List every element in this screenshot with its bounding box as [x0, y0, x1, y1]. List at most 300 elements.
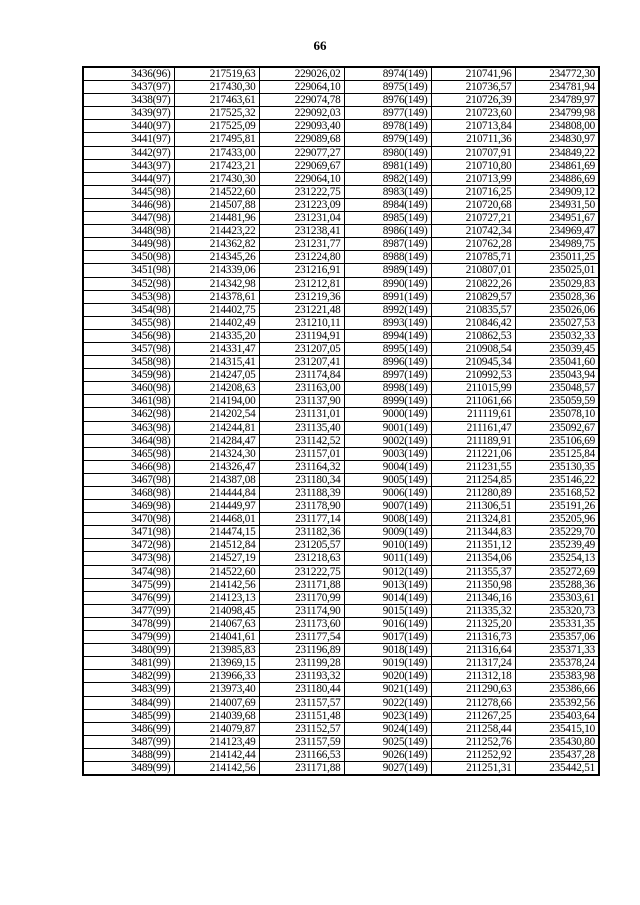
table-row	[83, 146, 599, 159]
cell-point-id-left: 3456(98)	[83, 329, 174, 342]
table-row	[83, 395, 599, 408]
cell-point-id-right: 9019(149)	[344, 657, 431, 670]
cell-y-left: 231193,32	[259, 670, 344, 683]
cell-x-left: 214142,56	[174, 578, 259, 591]
cell-x-right: 210741,96	[431, 67, 515, 81]
cell-x-right: 211161,47	[431, 421, 515, 434]
cell-point-id-left: 3442(97)	[83, 146, 174, 159]
cell-y-right: 234909,12	[515, 185, 599, 198]
cell-y-left: 231205,57	[259, 539, 344, 552]
cell-x-right: 211325,20	[431, 617, 515, 630]
cell-y-left: 229074,78	[259, 94, 344, 107]
cell-point-id-right: 9027(149)	[344, 761, 431, 775]
cell-point-id-left: 3459(98)	[83, 369, 174, 382]
table-row	[83, 735, 599, 748]
cell-point-id-right: 8980(149)	[344, 146, 431, 159]
cell-y-left: 231194,91	[259, 329, 344, 342]
cell-y-right: 235028,36	[515, 290, 599, 303]
cell-point-id-left: 3471(98)	[83, 526, 174, 539]
cell-point-id-left: 3475(99)	[83, 578, 174, 591]
cell-point-id-left: 3436(96)	[83, 67, 174, 81]
table-row	[83, 120, 599, 133]
cell-y-right: 235437,28	[515, 748, 599, 761]
cell-x-right: 211335,32	[431, 604, 515, 617]
cell-point-id-right: 9013(149)	[344, 578, 431, 591]
cell-x-right: 210711,36	[431, 133, 515, 146]
cell-y-right: 235320,73	[515, 604, 599, 617]
cell-x-left: 214512,84	[174, 539, 259, 552]
cell-x-right: 211254,85	[431, 473, 515, 486]
cell-y-right: 235239,49	[515, 539, 599, 552]
cell-y-left: 231223,09	[259, 198, 344, 211]
cell-y-right: 234951,67	[515, 212, 599, 225]
cell-x-right: 210846,42	[431, 316, 515, 329]
cell-y-left: 231199,28	[259, 657, 344, 670]
table-row	[83, 591, 599, 604]
cell-y-left: 231152,57	[259, 722, 344, 735]
cell-point-id-left: 3461(98)	[83, 395, 174, 408]
cell-x-left: 214039,68	[174, 709, 259, 722]
cell-point-id-right: 9012(149)	[344, 565, 431, 578]
cell-point-id-right: 8979(149)	[344, 133, 431, 146]
table-row	[83, 81, 599, 94]
cell-x-right: 210835,57	[431, 303, 515, 316]
cell-y-left: 231174,90	[259, 604, 344, 617]
cell-x-left: 214474,15	[174, 526, 259, 539]
cell-point-id-right: 9009(149)	[344, 526, 431, 539]
cell-y-right: 234989,75	[515, 238, 599, 251]
cell-y-right: 235168,52	[515, 487, 599, 500]
table-row	[83, 238, 599, 251]
cell-y-right: 235191,26	[515, 500, 599, 513]
cell-point-id-left: 3440(97)	[83, 120, 174, 133]
cell-x-right: 211355,37	[431, 565, 515, 578]
table-row	[83, 657, 599, 670]
cell-point-id-right: 9008(149)	[344, 513, 431, 526]
cell-y-left: 231221,48	[259, 303, 344, 316]
cell-x-left: 214522,60	[174, 185, 259, 198]
cell-y-left: 229064,10	[259, 172, 344, 185]
cell-x-left: 214202,54	[174, 408, 259, 421]
cell-x-right: 210713,84	[431, 120, 515, 133]
table-row	[83, 748, 599, 761]
cell-y-left: 231177,54	[259, 631, 344, 644]
cell-y-left: 231180,34	[259, 473, 344, 486]
cell-x-right: 211252,76	[431, 735, 515, 748]
cell-point-id-right: 9011(149)	[344, 552, 431, 565]
cell-point-id-left: 3445(98)	[83, 185, 174, 198]
cell-x-left: 214339,06	[174, 264, 259, 277]
cell-point-id-left: 3469(98)	[83, 500, 174, 513]
cell-y-right: 234772,30	[515, 67, 599, 81]
cell-point-id-right: 9026(149)	[344, 748, 431, 761]
cell-x-left: 214444,84	[174, 487, 259, 500]
cell-x-left: 214123,49	[174, 735, 259, 748]
cell-point-id-right: 9010(149)	[344, 539, 431, 552]
cell-point-id-left: 3454(98)	[83, 303, 174, 316]
cell-point-id-right: 8988(149)	[344, 251, 431, 264]
cell-point-id-right: 8985(149)	[344, 212, 431, 225]
cell-x-left: 214244,81	[174, 421, 259, 434]
cell-x-right: 211251,31	[431, 761, 515, 775]
cell-x-right: 210713,99	[431, 172, 515, 185]
cell-point-id-left: 3455(98)	[83, 316, 174, 329]
table-row	[83, 107, 599, 120]
cell-x-right: 210862,53	[431, 329, 515, 342]
cell-x-left: 214142,56	[174, 761, 259, 775]
cell-y-left: 231157,01	[259, 447, 344, 460]
cell-x-right: 210992,53	[431, 369, 515, 382]
cell-x-right: 211267,25	[431, 709, 515, 722]
cell-x-left: 214362,82	[174, 238, 259, 251]
cell-y-right: 235043,94	[515, 369, 599, 382]
cell-point-id-right: 9002(149)	[344, 434, 431, 447]
cell-point-id-right: 8986(149)	[344, 225, 431, 238]
cell-x-left: 217519,63	[174, 67, 259, 81]
cell-x-left: 214208,63	[174, 382, 259, 395]
cell-x-left: 213966,33	[174, 670, 259, 683]
cell-point-id-left: 3476(99)	[83, 591, 174, 604]
cell-point-id-right: 9004(149)	[344, 460, 431, 473]
cell-point-id-right: 9003(149)	[344, 447, 431, 460]
cell-y-right: 235106,69	[515, 434, 599, 447]
cell-x-left: 213973,40	[174, 683, 259, 696]
cell-x-left: 214507,88	[174, 198, 259, 211]
cell-x-right: 211258,44	[431, 722, 515, 735]
cell-point-id-left: 3488(99)	[83, 748, 174, 761]
cell-point-id-right: 8977(149)	[344, 107, 431, 120]
table-row	[83, 447, 599, 460]
cell-x-right: 211317,24	[431, 657, 515, 670]
cell-point-id-right: 8984(149)	[344, 198, 431, 211]
table-row	[83, 264, 599, 277]
cell-y-right: 235041,60	[515, 356, 599, 369]
cell-y-left: 229092,03	[259, 107, 344, 120]
cell-point-id-left: 3443(97)	[83, 159, 174, 172]
table-row	[83, 460, 599, 473]
cell-point-id-left: 3460(98)	[83, 382, 174, 395]
cell-y-right: 234808,00	[515, 120, 599, 133]
cell-x-left: 214423,22	[174, 225, 259, 238]
cell-y-right: 235430,80	[515, 735, 599, 748]
cell-point-id-right: 9024(149)	[344, 722, 431, 735]
cell-x-right: 211290,63	[431, 683, 515, 696]
cell-point-id-left: 3453(98)	[83, 290, 174, 303]
cell-y-right: 235029,83	[515, 277, 599, 290]
cell-y-left: 231207,05	[259, 342, 344, 355]
cell-x-left: 214315,41	[174, 356, 259, 369]
table-row	[83, 552, 599, 565]
cell-point-id-right: 9018(149)	[344, 644, 431, 657]
cell-x-right: 211350,98	[431, 578, 515, 591]
cell-y-left: 231137,90	[259, 395, 344, 408]
table-row	[83, 382, 599, 395]
table-row	[83, 159, 599, 172]
table-row	[83, 631, 599, 644]
cell-y-right: 235205,96	[515, 513, 599, 526]
cell-y-left: 231178,90	[259, 500, 344, 513]
table-row	[83, 316, 599, 329]
cell-point-id-right: 9001(149)	[344, 421, 431, 434]
table-row	[83, 565, 599, 578]
cell-y-left: 229069,67	[259, 159, 344, 172]
cell-x-right: 211324,81	[431, 513, 515, 526]
cell-x-right: 211351,12	[431, 539, 515, 552]
cell-point-id-left: 3463(98)	[83, 421, 174, 434]
cell-y-right: 235331,35	[515, 617, 599, 630]
cell-y-right: 235403,64	[515, 709, 599, 722]
cell-point-id-left: 3479(99)	[83, 631, 174, 644]
cell-y-right: 234861,69	[515, 159, 599, 172]
table-row	[83, 644, 599, 657]
cell-y-left: 231212,81	[259, 277, 344, 290]
cell-y-right: 235272,69	[515, 565, 599, 578]
cell-x-right: 210742,34	[431, 225, 515, 238]
cell-point-id-left: 3472(98)	[83, 539, 174, 552]
cell-y-left: 231210,11	[259, 316, 344, 329]
cell-point-id-right: 8982(149)	[344, 172, 431, 185]
cell-point-id-left: 3481(99)	[83, 657, 174, 670]
cell-point-id-right: 9015(149)	[344, 604, 431, 617]
cell-y-left: 229077,27	[259, 146, 344, 159]
cell-point-id-left: 3452(98)	[83, 277, 174, 290]
cell-x-right: 211278,66	[431, 696, 515, 709]
cell-x-left: 214284,47	[174, 434, 259, 447]
cell-x-left: 214098,45	[174, 604, 259, 617]
cell-x-left: 214247,05	[174, 369, 259, 382]
cell-y-left: 231163,00	[259, 382, 344, 395]
cell-point-id-left: 3441(97)	[83, 133, 174, 146]
cell-point-id-left: 3438(97)	[83, 94, 174, 107]
cell-x-left: 214468,01	[174, 513, 259, 526]
cell-y-left: 231207,41	[259, 356, 344, 369]
cell-y-left: 231196,89	[259, 644, 344, 657]
cell-point-id-right: 9000(149)	[344, 408, 431, 421]
cell-y-left: 231151,48	[259, 709, 344, 722]
cell-y-right: 235130,35	[515, 460, 599, 473]
cell-x-left: 217463,61	[174, 94, 259, 107]
cell-point-id-left: 3478(99)	[83, 617, 174, 630]
cell-x-right: 211354,06	[431, 552, 515, 565]
cell-point-id-right: 8976(149)	[344, 94, 431, 107]
cell-y-right: 235026,06	[515, 303, 599, 316]
cell-point-id-left: 3486(99)	[83, 722, 174, 735]
cell-point-id-right: 9014(149)	[344, 591, 431, 604]
cell-point-id-left: 3446(98)	[83, 198, 174, 211]
table-row	[83, 696, 599, 709]
cell-y-right: 235371,33	[515, 644, 599, 657]
cell-x-right: 210720,68	[431, 198, 515, 211]
cell-x-left: 214123,13	[174, 591, 259, 604]
cell-point-id-left: 3451(98)	[83, 264, 174, 277]
table-row	[83, 212, 599, 225]
cell-y-right: 235288,36	[515, 578, 599, 591]
table-row	[83, 539, 599, 552]
cell-x-left: 214079,87	[174, 722, 259, 735]
cell-x-left: 213985,83	[174, 644, 259, 657]
cell-y-right: 235303,61	[515, 591, 599, 604]
cell-x-left: 214331,47	[174, 342, 259, 355]
cell-x-left: 214527,19	[174, 552, 259, 565]
cell-y-left: 229093,40	[259, 120, 344, 133]
cell-point-id-right: 9016(149)	[344, 617, 431, 630]
cell-x-right: 211316,73	[431, 631, 515, 644]
cell-y-left: 231222,75	[259, 565, 344, 578]
table-row	[83, 683, 599, 696]
cell-y-left: 231166,53	[259, 748, 344, 761]
cell-y-left: 231188,39	[259, 487, 344, 500]
cell-x-right: 211061,66	[431, 395, 515, 408]
cell-point-id-right: 8998(149)	[344, 382, 431, 395]
cell-point-id-right: 8987(149)	[344, 238, 431, 251]
cell-y-right: 234886,69	[515, 172, 599, 185]
cell-x-right: 210727,21	[431, 212, 515, 225]
cell-point-id-left: 3450(98)	[83, 251, 174, 264]
cell-x-left: 217495,81	[174, 133, 259, 146]
cell-y-left: 229089,68	[259, 133, 344, 146]
table-row	[83, 500, 599, 513]
cell-y-right: 235025,01	[515, 264, 599, 277]
cell-y-left: 231171,88	[259, 578, 344, 591]
cell-y-left: 229026,02	[259, 67, 344, 81]
cell-point-id-left: 3484(99)	[83, 696, 174, 709]
cell-y-right: 235027,53	[515, 316, 599, 329]
cell-point-id-left: 3464(98)	[83, 434, 174, 447]
cell-y-right: 235125,84	[515, 447, 599, 460]
cell-point-id-right: 8999(149)	[344, 395, 431, 408]
cell-x-right: 210723,60	[431, 107, 515, 120]
cell-point-id-left: 3485(99)	[83, 709, 174, 722]
cell-point-id-left: 3468(98)	[83, 487, 174, 500]
cell-y-left: 231238,41	[259, 225, 344, 238]
table-row	[83, 133, 599, 146]
cell-y-right: 235378,24	[515, 657, 599, 670]
cell-x-right: 210829,57	[431, 290, 515, 303]
cell-x-left: 214007,69	[174, 696, 259, 709]
cell-y-left: 231131,01	[259, 408, 344, 421]
cell-point-id-left: 3448(98)	[83, 225, 174, 238]
table-row	[83, 604, 599, 617]
table-row	[83, 369, 599, 382]
cell-y-left: 231174,84	[259, 369, 344, 382]
cell-x-right: 210822,26	[431, 277, 515, 290]
cell-y-left: 231219,36	[259, 290, 344, 303]
cell-point-id-right: 8994(149)	[344, 329, 431, 342]
table-row	[83, 473, 599, 486]
table-row	[83, 94, 599, 107]
cell-x-left: 214342,98	[174, 277, 259, 290]
cell-y-left: 231218,63	[259, 552, 344, 565]
cell-point-id-right: 9022(149)	[344, 696, 431, 709]
cell-point-id-right: 9021(149)	[344, 683, 431, 696]
cell-point-id-right: 9020(149)	[344, 670, 431, 683]
cell-point-id-right: 8996(149)	[344, 356, 431, 369]
cell-point-id-left: 3439(97)	[83, 107, 174, 120]
cell-point-id-left: 3458(98)	[83, 356, 174, 369]
cell-y-right: 235254,13	[515, 552, 599, 565]
cell-y-right: 234799,98	[515, 107, 599, 120]
cell-y-left: 231216,91	[259, 264, 344, 277]
cell-point-id-left: 3437(97)	[83, 81, 174, 94]
cell-point-id-right: 8989(149)	[344, 264, 431, 277]
cell-point-id-left: 3457(98)	[83, 342, 174, 355]
table-row	[83, 290, 599, 303]
cell-point-id-left: 3474(98)	[83, 565, 174, 578]
cell-x-left: 214387,08	[174, 473, 259, 486]
cell-y-left: 231180,44	[259, 683, 344, 696]
cell-y-right: 235092,67	[515, 421, 599, 434]
cell-point-id-left: 3449(98)	[83, 238, 174, 251]
cell-point-id-left: 3465(98)	[83, 447, 174, 460]
cell-point-id-right: 8997(149)	[344, 369, 431, 382]
cell-y-right: 235357,06	[515, 631, 599, 644]
cell-y-right: 234931,50	[515, 198, 599, 211]
cell-x-left: 214378,61	[174, 290, 259, 303]
cell-x-right: 211306,51	[431, 500, 515, 513]
cell-y-right: 235392,56	[515, 696, 599, 709]
cell-y-left: 231164,32	[259, 460, 344, 473]
cell-x-left: 214449,97	[174, 500, 259, 513]
coordinates-table	[82, 66, 600, 776]
cell-y-left: 231173,60	[259, 617, 344, 630]
cell-point-id-right: 8974(149)	[344, 67, 431, 81]
table-row	[83, 722, 599, 735]
cell-point-id-right: 8991(149)	[344, 290, 431, 303]
cell-x-left: 217525,09	[174, 120, 259, 133]
cell-point-id-right: 8990(149)	[344, 277, 431, 290]
cell-x-right: 210762,28	[431, 238, 515, 251]
cell-point-id-left: 3462(98)	[83, 408, 174, 421]
cell-point-id-left: 3487(99)	[83, 735, 174, 748]
cell-point-id-left: 3473(98)	[83, 552, 174, 565]
cell-x-right: 211312,18	[431, 670, 515, 683]
cell-x-right: 211189,91	[431, 434, 515, 447]
cell-x-right: 210707,91	[431, 146, 515, 159]
cell-x-right: 211231,55	[431, 460, 515, 473]
table-row	[83, 617, 599, 630]
cell-y-right: 235229,70	[515, 526, 599, 539]
table-row	[83, 277, 599, 290]
cell-x-right: 211346,16	[431, 591, 515, 604]
table-row	[83, 185, 599, 198]
cell-y-right: 234781,94	[515, 81, 599, 94]
cell-x-left: 214326,47	[174, 460, 259, 473]
table-row	[83, 329, 599, 342]
cell-point-id-right: 8993(149)	[344, 316, 431, 329]
cell-point-id-left: 3467(98)	[83, 473, 174, 486]
cell-x-right: 211344,83	[431, 526, 515, 539]
cell-y-right: 235442,51	[515, 761, 599, 775]
cell-point-id-left: 3477(99)	[83, 604, 174, 617]
cell-point-id-right: 8981(149)	[344, 159, 431, 172]
cell-y-left: 231231,04	[259, 212, 344, 225]
cell-point-id-right: 8978(149)	[344, 120, 431, 133]
cell-x-right: 210710,80	[431, 159, 515, 172]
cell-x-left: 217430,30	[174, 172, 259, 185]
cell-x-left: 214402,75	[174, 303, 259, 316]
cell-point-id-right: 8995(149)	[344, 342, 431, 355]
cell-x-right: 211119,61	[431, 408, 515, 421]
cell-y-left: 231157,59	[259, 735, 344, 748]
table-row	[83, 526, 599, 539]
cell-point-id-right: 9007(149)	[344, 500, 431, 513]
cell-y-left: 231135,40	[259, 421, 344, 434]
table-row	[83, 342, 599, 355]
cell-y-right: 235383,98	[515, 670, 599, 683]
cell-point-id-right: 9023(149)	[344, 709, 431, 722]
cell-x-right: 210807,01	[431, 264, 515, 277]
cell-x-left: 214324,30	[174, 447, 259, 460]
